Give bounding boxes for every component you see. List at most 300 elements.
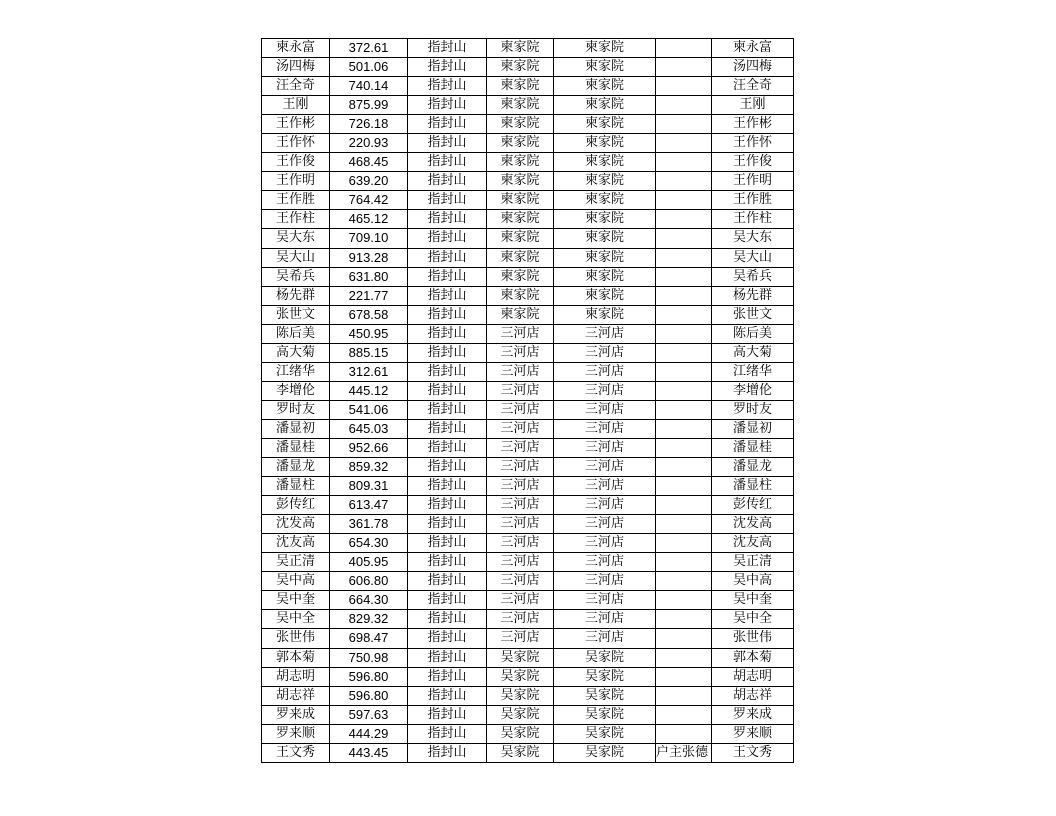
note-cell [656, 686, 712, 705]
group2-cell: 三河店 [554, 496, 656, 515]
name-cell: 罗来顺 [262, 724, 330, 743]
note-cell [656, 286, 712, 305]
name-cell: 吴大山 [262, 248, 330, 267]
name2-cell: 王作俊 [712, 153, 794, 172]
place-cell: 指封山 [408, 743, 487, 762]
note-cell [656, 496, 712, 515]
place-cell: 指封山 [408, 610, 487, 629]
note-cell [656, 210, 712, 229]
name-cell: 张世文 [262, 305, 330, 324]
name-cell: 沈发高 [262, 515, 330, 534]
name-cell: 汪全奇 [262, 77, 330, 96]
amount-cell: 764.42 [330, 191, 408, 210]
name2-cell: 王文秀 [712, 743, 794, 762]
note-cell [656, 458, 712, 477]
amount-cell: 875.99 [330, 96, 408, 115]
group-cell: 三河店 [487, 438, 554, 457]
name2-cell: 汤四梅 [712, 58, 794, 77]
group-cell: 柬家院 [487, 153, 554, 172]
group2-cell: 吴家院 [554, 648, 656, 667]
table-row [262, 667, 794, 686]
place-cell: 指封山 [408, 667, 487, 686]
name-cell: 杨先群 [262, 286, 330, 305]
amount-cell: 501.06 [330, 58, 408, 77]
amount-cell: 596.80 [330, 686, 408, 705]
name-cell: 王作俊 [262, 153, 330, 172]
table-row [262, 743, 794, 762]
group2-cell: 三河店 [554, 534, 656, 553]
group-cell: 柬家院 [487, 210, 554, 229]
name2-cell: 高大菊 [712, 343, 794, 362]
place-cell: 指封山 [408, 381, 487, 400]
note-cell [656, 191, 712, 210]
amount-cell: 221.77 [330, 286, 408, 305]
group2-cell: 柬家院 [554, 305, 656, 324]
amount-cell: 312.61 [330, 362, 408, 381]
amount-cell: 541.06 [330, 400, 408, 419]
name-cell: 吴正清 [262, 553, 330, 572]
name-cell: 郭本菊 [262, 648, 330, 667]
name2-cell: 吴希兵 [712, 267, 794, 286]
name-cell: 潘显桂 [262, 438, 330, 457]
table-row [262, 553, 794, 572]
name2-cell: 沈友高 [712, 534, 794, 553]
name2-cell: 江绪华 [712, 362, 794, 381]
group2-cell: 柬家院 [554, 134, 656, 153]
group-cell: 柬家院 [487, 58, 554, 77]
note-cell [656, 419, 712, 438]
group-cell: 三河店 [487, 553, 554, 572]
group-cell: 三河店 [487, 400, 554, 419]
place-cell: 指封山 [408, 496, 487, 515]
group2-cell: 柬家院 [554, 210, 656, 229]
group2-cell: 柬家院 [554, 229, 656, 248]
amount-cell: 405.95 [330, 553, 408, 572]
table-row [262, 629, 794, 648]
table-row [262, 58, 794, 77]
note-cell [656, 172, 712, 191]
note-cell: 户主张德 [656, 743, 712, 762]
table-row [262, 115, 794, 134]
name-cell: 江绪华 [262, 362, 330, 381]
group2-cell: 吴家院 [554, 724, 656, 743]
name-cell: 吴中奎 [262, 591, 330, 610]
name2-cell: 潘显柱 [712, 477, 794, 496]
name2-cell: 吴大山 [712, 248, 794, 267]
name-cell: 潘显龙 [262, 458, 330, 477]
name2-cell: 胡志明 [712, 667, 794, 686]
amount-cell: 913.28 [330, 248, 408, 267]
note-cell [656, 77, 712, 96]
table-row [262, 229, 794, 248]
place-cell: 指封山 [408, 96, 487, 115]
amount-cell: 750.98 [330, 648, 408, 667]
name-cell: 汤四梅 [262, 58, 330, 77]
table-row [262, 724, 794, 743]
amount-cell: 631.80 [330, 267, 408, 286]
name2-cell: 陈后美 [712, 324, 794, 343]
name2-cell: 吴中奎 [712, 591, 794, 610]
amount-cell: 445.12 [330, 381, 408, 400]
group-cell: 柬家院 [487, 134, 554, 153]
group2-cell: 三河店 [554, 591, 656, 610]
place-cell: 指封山 [408, 229, 487, 248]
place-cell: 指封山 [408, 343, 487, 362]
amount-cell: 709.10 [330, 229, 408, 248]
table-row [262, 705, 794, 724]
name-cell: 吴希兵 [262, 267, 330, 286]
group-cell: 三河店 [487, 534, 554, 553]
group2-cell: 三河店 [554, 324, 656, 343]
note-cell [656, 724, 712, 743]
group2-cell: 三河店 [554, 515, 656, 534]
amount-cell: 597.63 [330, 705, 408, 724]
note-cell [656, 648, 712, 667]
group-cell: 三河店 [487, 591, 554, 610]
table-row [262, 515, 794, 534]
group2-cell: 三河店 [554, 362, 656, 381]
table-row [262, 400, 794, 419]
table-row [262, 248, 794, 267]
group2-cell: 三河店 [554, 629, 656, 648]
group2-cell: 三河店 [554, 458, 656, 477]
place-cell: 指封山 [408, 438, 487, 457]
amount-cell: 678.58 [330, 305, 408, 324]
note-cell [656, 96, 712, 115]
note-cell [656, 534, 712, 553]
table-row [262, 134, 794, 153]
place-cell: 指封山 [408, 305, 487, 324]
table-row [262, 286, 794, 305]
group2-cell: 三河店 [554, 610, 656, 629]
place-cell: 指封山 [408, 324, 487, 343]
amount-cell: 372.61 [330, 39, 408, 58]
group-cell: 三河店 [487, 496, 554, 515]
place-cell: 指封山 [408, 172, 487, 191]
amount-cell: 859.32 [330, 458, 408, 477]
note-cell [656, 381, 712, 400]
note-cell [656, 115, 712, 134]
group-cell: 柬家院 [487, 115, 554, 134]
name-cell: 罗来成 [262, 705, 330, 724]
group-cell: 柬家院 [487, 172, 554, 191]
name2-cell: 潘显龙 [712, 458, 794, 477]
name2-cell: 胡志祥 [712, 686, 794, 705]
note-cell [656, 229, 712, 248]
name2-cell: 王作怀 [712, 134, 794, 153]
table-row [262, 648, 794, 667]
name2-cell: 汪全奇 [712, 77, 794, 96]
name2-cell: 吴大东 [712, 229, 794, 248]
group2-cell: 柬家院 [554, 191, 656, 210]
name2-cell: 潘显初 [712, 419, 794, 438]
group-cell: 三河店 [487, 343, 554, 362]
name-cell: 王文秀 [262, 743, 330, 762]
group-cell: 柬家院 [487, 96, 554, 115]
name2-cell: 李增伦 [712, 381, 794, 400]
table-row [262, 210, 794, 229]
name-cell: 李增伦 [262, 381, 330, 400]
amount-cell: 639.20 [330, 172, 408, 191]
group2-cell: 吴家院 [554, 743, 656, 762]
group2-cell: 柬家院 [554, 286, 656, 305]
name-cell: 吴中高 [262, 572, 330, 591]
name-cell: 潘显初 [262, 419, 330, 438]
name2-cell: 王作胜 [712, 191, 794, 210]
note-cell [656, 438, 712, 457]
name2-cell: 彭传红 [712, 496, 794, 515]
group2-cell: 柬家院 [554, 39, 656, 58]
group-cell: 三河店 [487, 458, 554, 477]
name-cell: 罗时友 [262, 400, 330, 419]
place-cell: 指封山 [408, 686, 487, 705]
amount-cell: 726.18 [330, 115, 408, 134]
note-cell [656, 134, 712, 153]
name-cell: 张世伟 [262, 629, 330, 648]
name2-cell: 潘显桂 [712, 438, 794, 457]
place-cell: 指封山 [408, 39, 487, 58]
table-row [262, 324, 794, 343]
group-cell: 吴家院 [487, 686, 554, 705]
table-row [262, 267, 794, 286]
group-cell: 吴家院 [487, 667, 554, 686]
table-row [262, 458, 794, 477]
group2-cell: 柬家院 [554, 172, 656, 191]
group2-cell: 吴家院 [554, 686, 656, 705]
name-cell: 胡志明 [262, 667, 330, 686]
group2-cell: 三河店 [554, 438, 656, 457]
place-cell: 指封山 [408, 515, 487, 534]
group2-cell: 吴家院 [554, 667, 656, 686]
amount-cell: 465.12 [330, 210, 408, 229]
group2-cell: 柬家院 [554, 77, 656, 96]
amount-cell: 361.78 [330, 515, 408, 534]
group-cell: 三河店 [487, 477, 554, 496]
group2-cell: 柬家院 [554, 267, 656, 286]
amount-cell: 654.30 [330, 534, 408, 553]
place-cell: 指封山 [408, 248, 487, 267]
name-cell: 陈后美 [262, 324, 330, 343]
amount-cell: 698.47 [330, 629, 408, 648]
place-cell: 指封山 [408, 705, 487, 724]
name-cell: 吴大东 [262, 229, 330, 248]
name-cell: 潘显柱 [262, 477, 330, 496]
note-cell [656, 39, 712, 58]
group2-cell: 三河店 [554, 553, 656, 572]
table-row [262, 381, 794, 400]
note-cell [656, 629, 712, 648]
note-cell [656, 248, 712, 267]
name-cell: 王作彬 [262, 115, 330, 134]
note-cell [656, 324, 712, 343]
amount-cell: 740.14 [330, 77, 408, 96]
name-cell: 王作柱 [262, 210, 330, 229]
group2-cell: 柬家院 [554, 96, 656, 115]
place-cell: 指封山 [408, 648, 487, 667]
note-cell [656, 591, 712, 610]
note-cell [656, 705, 712, 724]
note-cell [656, 572, 712, 591]
place-cell: 指封山 [408, 362, 487, 381]
group-cell: 三河店 [487, 610, 554, 629]
amount-cell: 952.66 [330, 438, 408, 457]
note-cell [656, 515, 712, 534]
name-cell: 王作明 [262, 172, 330, 191]
note-cell [656, 267, 712, 286]
group2-cell: 吴家院 [554, 705, 656, 724]
amount-cell: 596.80 [330, 667, 408, 686]
place-cell: 指封山 [408, 115, 487, 134]
note-cell [656, 477, 712, 496]
table-row [262, 534, 794, 553]
place-cell: 指封山 [408, 572, 487, 591]
group-cell: 三河店 [487, 419, 554, 438]
group2-cell: 三河店 [554, 381, 656, 400]
name2-cell: 郭本菊 [712, 648, 794, 667]
note-cell [656, 553, 712, 572]
table-row [262, 477, 794, 496]
group2-cell: 柬家院 [554, 153, 656, 172]
table-row [262, 77, 794, 96]
group-cell: 柬家院 [487, 267, 554, 286]
table-row [262, 172, 794, 191]
place-cell: 指封山 [408, 191, 487, 210]
name2-cell: 王作柱 [712, 210, 794, 229]
name2-cell: 吴中全 [712, 610, 794, 629]
name2-cell: 王刚 [712, 96, 794, 115]
place-cell: 指封山 [408, 210, 487, 229]
name-cell: 王作胜 [262, 191, 330, 210]
group-cell: 吴家院 [487, 705, 554, 724]
group2-cell: 三河店 [554, 400, 656, 419]
group-cell: 吴家院 [487, 648, 554, 667]
group-cell: 柬家院 [487, 286, 554, 305]
name-cell: 彭传红 [262, 496, 330, 515]
group-cell: 三河店 [487, 572, 554, 591]
note-cell [656, 610, 712, 629]
amount-cell: 613.47 [330, 496, 408, 515]
group-cell: 三河店 [487, 324, 554, 343]
group2-cell: 柬家院 [554, 58, 656, 77]
group-cell: 柬家院 [487, 305, 554, 324]
place-cell: 指封山 [408, 77, 487, 96]
amount-cell: 443.45 [330, 743, 408, 762]
group-cell: 三河店 [487, 362, 554, 381]
amount-cell: 645.03 [330, 419, 408, 438]
name2-cell: 张世文 [712, 305, 794, 324]
group-cell: 三河店 [487, 515, 554, 534]
table-row [262, 343, 794, 362]
table-row [262, 362, 794, 381]
name-cell: 王刚 [262, 96, 330, 115]
data-table [261, 38, 794, 763]
amount-cell: 468.45 [330, 153, 408, 172]
group2-cell: 三河店 [554, 477, 656, 496]
place-cell: 指封山 [408, 591, 487, 610]
name-cell: 王作怀 [262, 134, 330, 153]
name2-cell: 罗来顺 [712, 724, 794, 743]
note-cell [656, 667, 712, 686]
group2-cell: 三河店 [554, 419, 656, 438]
name2-cell: 王作明 [712, 172, 794, 191]
name2-cell: 王作彬 [712, 115, 794, 134]
group2-cell: 三河店 [554, 343, 656, 362]
amount-cell: 220.93 [330, 134, 408, 153]
amount-cell: 444.29 [330, 724, 408, 743]
table-row [262, 686, 794, 705]
group-cell: 吴家院 [487, 724, 554, 743]
group2-cell: 三河店 [554, 572, 656, 591]
name2-cell: 张世伟 [712, 629, 794, 648]
name-cell: 胡志祥 [262, 686, 330, 705]
note-cell [656, 153, 712, 172]
amount-cell: 606.80 [330, 572, 408, 591]
table-row [262, 438, 794, 457]
place-cell: 指封山 [408, 267, 487, 286]
group-cell: 柬家院 [487, 77, 554, 96]
name2-cell: 柬永富 [712, 39, 794, 58]
table-row [262, 496, 794, 515]
note-cell [656, 58, 712, 77]
name2-cell: 杨先群 [712, 286, 794, 305]
name2-cell: 沈发高 [712, 515, 794, 534]
group-cell: 柬家院 [487, 39, 554, 58]
name-cell: 柬永富 [262, 39, 330, 58]
place-cell: 指封山 [408, 477, 487, 496]
name-cell: 沈友高 [262, 534, 330, 553]
table-row [262, 610, 794, 629]
table-row [262, 153, 794, 172]
table-body [262, 39, 794, 763]
table-row [262, 39, 794, 58]
group-cell: 吴家院 [487, 743, 554, 762]
amount-cell: 809.31 [330, 477, 408, 496]
group-cell: 柬家院 [487, 191, 554, 210]
amount-cell: 829.32 [330, 610, 408, 629]
place-cell: 指封山 [408, 134, 487, 153]
place-cell: 指封山 [408, 534, 487, 553]
name2-cell: 罗来成 [712, 705, 794, 724]
group2-cell: 柬家院 [554, 115, 656, 134]
group2-cell: 柬家院 [554, 248, 656, 267]
note-cell [656, 343, 712, 362]
note-cell [656, 305, 712, 324]
place-cell: 指封山 [408, 286, 487, 305]
table-row [262, 191, 794, 210]
amount-cell: 885.15 [330, 343, 408, 362]
table-row [262, 572, 794, 591]
place-cell: 指封山 [408, 629, 487, 648]
group-cell: 三河店 [487, 381, 554, 400]
table-row [262, 419, 794, 438]
name2-cell: 吴中高 [712, 572, 794, 591]
place-cell: 指封山 [408, 153, 487, 172]
table-row [262, 305, 794, 324]
name2-cell: 罗时友 [712, 400, 794, 419]
amount-cell: 450.95 [330, 324, 408, 343]
place-cell: 指封山 [408, 419, 487, 438]
place-cell: 指封山 [408, 553, 487, 572]
name-cell: 吴中全 [262, 610, 330, 629]
group-cell: 柬家院 [487, 248, 554, 267]
group-cell: 柬家院 [487, 229, 554, 248]
name2-cell: 吴正清 [712, 553, 794, 572]
table-row [262, 96, 794, 115]
table-row [262, 591, 794, 610]
group-cell: 三河店 [487, 629, 554, 648]
name-cell: 高大菊 [262, 343, 330, 362]
amount-cell: 664.30 [330, 591, 408, 610]
